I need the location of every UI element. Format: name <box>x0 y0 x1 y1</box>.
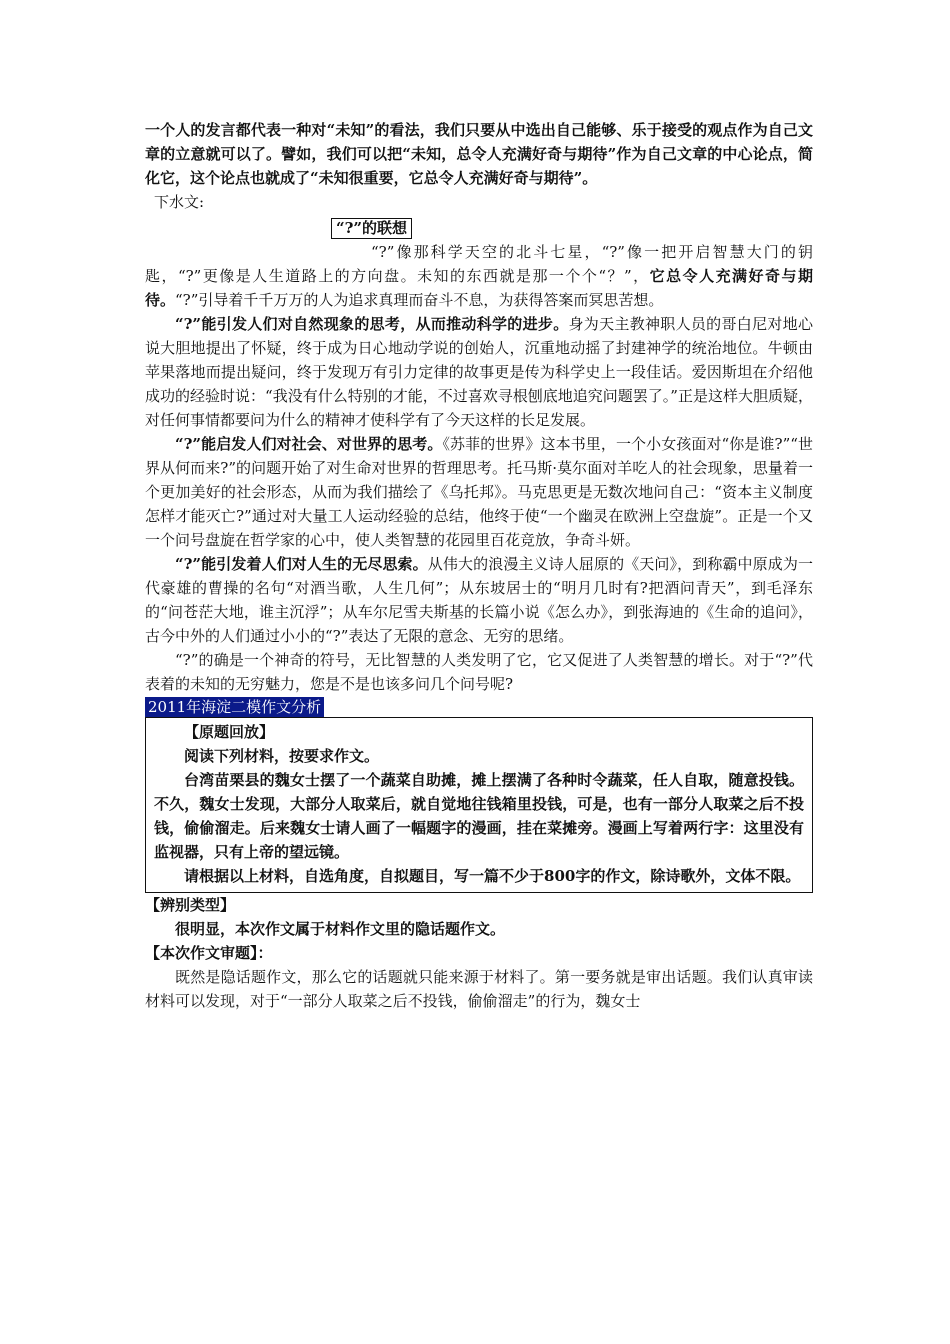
prompt-instruction: 阅读下列材料，按要求作文。 <box>184 747 380 765</box>
intro-paragraph: 一个人的发言都代表一种对“未知”的看法，我们只要从中选出自己能够、乐于接受的观点作为自己文章的立意就可以了。譬如，我们可以把“未知，总令人充满好奇与期待”作为自己文章的中心论点，简化它，这个论点也就成了“未知很重要，它总令人充满好奇与期待”。 <box>145 121 813 187</box>
essay-p4-topic: “?”能引发着人们对人生的无尽思索。 <box>175 555 428 573</box>
essay-p2-body: 身为天主教神职人员的哥白尼对地心说大胆地提出了怀疑，终于成为日心地动学说的创始人，沉重地动摇了封建神学的统治地位。牛顿由苹果落地而提出疑问，终于发现万有引力定律的故事更是传为科学史上一段佳话。爱因斯坦在介绍他成功的经验时说：“我没有什么特别的才能，不过喜欢寻根刨底地追究问题罢了。”正是这样大胆质疑，对任何事情都要问为什么的精神才使科学有了今天这样的长足发展。 <box>145 315 813 429</box>
prompt-heading: 【原题回放】 <box>184 723 275 741</box>
essay-paragraph-2 <box>145 312 813 432</box>
essay-paragraph-5: “?”的确是一个神奇的符号，无比智慧的人类发明了它，它又促进了人类智慧的增长。对于“?”代表着的未知的无穷魅力，您是不是也该多问几个问号呢? <box>145 651 813 693</box>
type-text: 很明显，本次作文属于材料作文里的隐话题作文。 <box>175 920 506 938</box>
type-heading: 【辨别类型】 <box>145 896 236 914</box>
prompt-requirement: 请根据以上材料，自选角度，自拟题目，写一篇不少于800字的作文，除诗歌外，文体不限。 <box>184 867 801 885</box>
prompt-material: 台湾苗栗县的魏女士摆了一个蔬菜自助摊，摊上摆满了各种时令蔬菜，任人自取，随意投钱。不久，魏女士发现，大部分人取菜后，就自觉地往钱箱里投钱，可是，也有一部分人取菜之后不投钱，偷偷溜走。后来魏女士请人画了一幅题字的漫画，挂在菜摊旁。漫画上写着两行字：这里没有监视器，只有上帝的望远镜。 <box>154 771 804 861</box>
section-banner-row <box>145 696 813 717</box>
essay-p3-topic: “?”能启发人们对社会、对世界的思考。 <box>175 435 443 453</box>
essay-paragraph-3 <box>145 432 813 552</box>
prompt-box <box>145 717 813 893</box>
essay-p3-body: 《苏菲的世界》这本书里，一个小女孩面对“你是谁?”“世界从何而来?”的问题开始了对生命对世界的哲理思考。托马斯·莫尔面对羊吃人的社会现象，思量着一个更加美好的社会形态，从而为我们描绘了《乌托邦》。马克思更是无数次地问自己：“资本主义制度怎样才能灭亡?”通过对大量工人运动经验的总结，他终于使“一个幽灵在欧洲上空盘旋”。正是一个又一个问号盘旋在哲学家的心中，使人类智慧的花园里百花竞放，争奇斗妍。 <box>145 435 813 549</box>
essay-paragraph-1 <box>145 240 813 312</box>
review-text: 既然是隐话题作文，那么它的话题就只能来源于材料了。第一要务就是审出话题。我们认真审读材料可以发现，对于“一部分人取菜之后不投钱，偷偷溜走”的行为，魏女士 <box>145 968 813 1010</box>
essay-p1-text-c: “?”引导着千千万万的人为追求真理而奋斗不息，为获得答案而冥思苦想。 <box>175 291 664 309</box>
document-page <box>145 118 813 1013</box>
essay-p2-topic: “?”能引发人们对自然现象的思考，从而推动科学的进步。 <box>175 315 569 333</box>
essay-paragraph-4 <box>145 552 813 648</box>
essay-p4-body: 从伟大的浪漫主义诗人屈原的《天问》，到称霸中原成为一代豪雄的曹操的名句“对酒当歌，人生几何”；从东坡居士的“明月几时有?把酒问青天”，到毛泽东的“问苍茫大地，谁主沉浮”；从车尔尼雪夫斯基的长篇小说《怎么办》，到张海迪的《生命的追问》，古今中外的人们通过小小的“?”表达了无限的意念、无穷的思绪。 <box>145 555 813 645</box>
model-essay-label: 下水文: <box>154 193 205 211</box>
essay-p1-bold: 它总令人充满好奇与期待。 <box>145 267 813 309</box>
section-banner: 2011年海淀二模作文分析 <box>145 697 324 717</box>
essay-p1-text-a: “?”像那科学天空的北斗七星，“?”像一把开启智慧大门的钥匙，“?”更像是人生道路上的方向盘。未知的东西就是那一个个“？”， <box>145 243 813 285</box>
essay-title: “?”的联想 <box>331 218 412 239</box>
review-heading: 【本次作文审题】： <box>145 944 273 962</box>
essay-title-row <box>331 218 813 240</box>
